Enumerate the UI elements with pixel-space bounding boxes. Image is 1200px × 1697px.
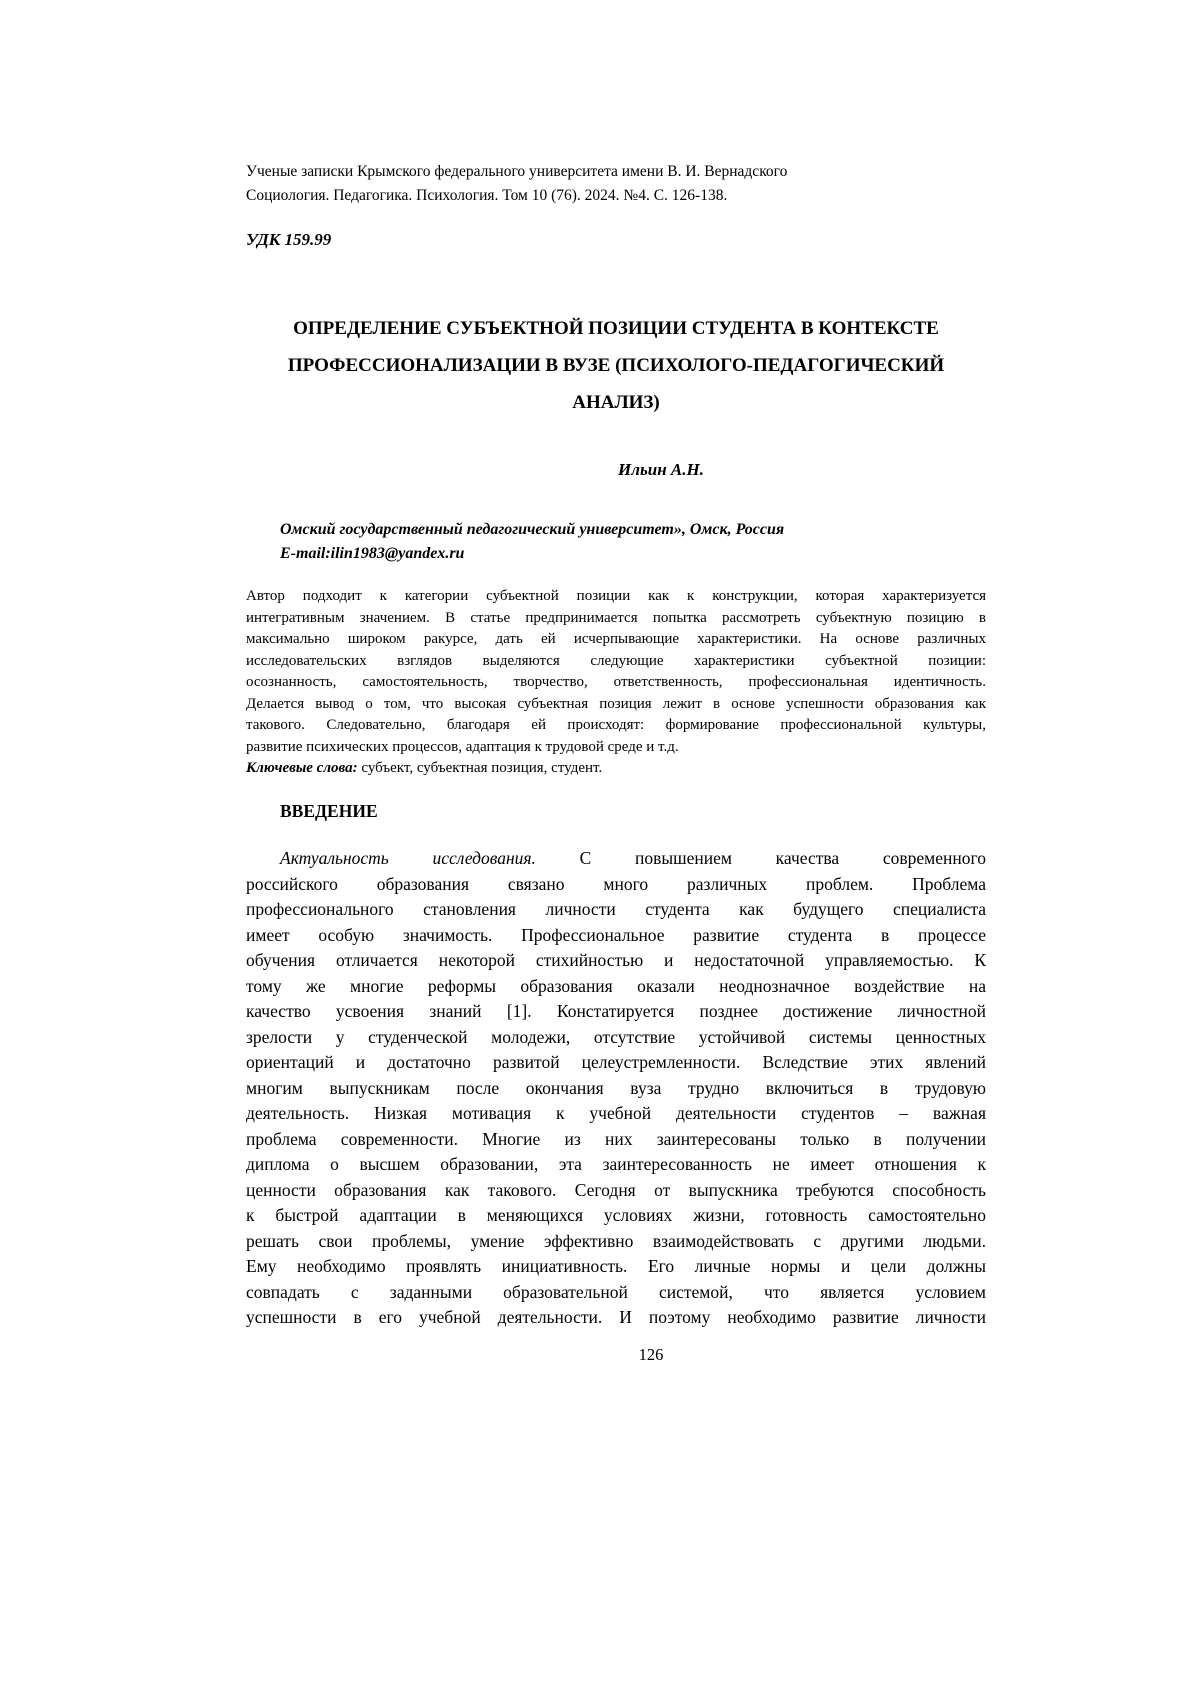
- text-line: качество усвоения знаний [1]. Констатируется позднее достижение личностной: [246, 1001, 986, 1021]
- affiliation-block: [246, 518, 986, 566]
- text-line: зрелости у студенческой молодежи, отсутствие устойчивой системы ценностных: [246, 1026, 986, 1047]
- title-line-2: ПРОФЕССИОНАЛИЗАЦИИ В ВУЗЕ (ПСИХОЛОГО-ПЕДАГОГИЧЕСКИЙ: [287, 355, 945, 376]
- text-line: ориентаций и достаточно развитой целеустремленности. Вследствие этих явлений: [246, 1052, 986, 1072]
- text-line: к быстрой адаптации в меняющихся условиях жизни, готовность самостоятельно: [246, 1205, 986, 1225]
- text-line: деятельность. Низкая мотивация к учебной деятельности студентов – важная: [246, 1103, 986, 1123]
- abstract-block: [246, 586, 986, 780]
- page-number: 126: [638, 1344, 664, 1364]
- abstract-last-line: развитие психических процессов, адаптация к трудовой среде и т.д.: [246, 738, 679, 755]
- text-line: российского образования связано много различных проблем. Проблема: [246, 873, 986, 894]
- journal-header: [246, 160, 986, 208]
- text-line: решать свои проблемы, умение эффективно взаимодействовать с другими людьми.: [246, 1230, 986, 1251]
- text-line: ценности образования как такового. Сегодня от выпускника требуются способность: [246, 1179, 986, 1200]
- article-title: [246, 310, 986, 421]
- text-line: многим выпускникам после окончания вуза трудно включиться в трудовую: [246, 1077, 986, 1098]
- affiliation-line: Омский государственный педагогический университет», Омск, Россия: [280, 521, 785, 538]
- lead-phrase: Актуальность исследования.: [280, 848, 536, 868]
- text-line: исследовательских взглядов выделяются следующие характеристики субъектной позиции:: [246, 652, 986, 669]
- text-line: успешности в его учебной деятельности. И поэтому необходимо развитие личности: [246, 1307, 986, 1327]
- text-line: такового. Следовательно, благодаря ей происходят: формирование профессиональной культуры,: [246, 717, 986, 733]
- title-line-1: ОПРЕДЕЛЕНИЕ СУБЪЕКТНОЙ ПОЗИЦИИ СТУДЕНТА В КОНТЕКСТЕ: [293, 318, 939, 339]
- document-page: [246, 0, 986, 1367]
- udc-label: УДК 159.99: [246, 230, 332, 249]
- journal-header-line-2: Социология. Педагогика. Психология. Том 10 (76). 2024. №4. С. 126-138.: [246, 187, 728, 204]
- email-line: E-mail:ilin1983@yandex.ru: [280, 545, 465, 562]
- text-line: проблема современности. Многие из них заинтересованы только в получении: [246, 1128, 986, 1149]
- text-line: Автор подходит к категории субъектной позиции как к конструкции, которая характеризуется: [246, 588, 986, 604]
- author-name: Ильин А.Н.: [618, 460, 704, 479]
- text-line: максимально широком ракурсе, дать ей исчерпывающие характеристики. На основе различных: [246, 631, 986, 647]
- section-heading-introduction: ВВЕДЕНИЕ: [280, 800, 378, 821]
- text-line: обучения отличается некоторой стихийностью и недостаточной управляемостью. К: [246, 950, 986, 970]
- text-line: интегративным значением. В статье предпринимается попытка рассмотреть субъектную позицию в: [246, 609, 986, 626]
- lead-rest: С повышением качества современного: [535, 848, 986, 868]
- text-line: профессионального становления личности студента как будущего специалиста: [246, 899, 986, 919]
- abstract-justified-lines: [246, 586, 986, 737]
- text-line: Ему необходимо проявлять инициативность. Его личные нормы и цели должны: [246, 1256, 986, 1276]
- text-line: осознанность, самостоятельность, творчество, ответственность, профессиональная идентичность.: [246, 674, 986, 690]
- paragraph-first-line: [246, 846, 986, 872]
- keywords-label: Ключевые слова:: [246, 760, 358, 776]
- text-line: имеет особую значимость. Профессиональное развитие студента в процессе: [246, 924, 986, 945]
- text-line: тому же многие реформы образования оказали неоднозначное воздействие на: [246, 975, 986, 996]
- journal-header-line-1: Ученые записки Крымского федерального университета имени В. И. Вернадского: [246, 163, 788, 180]
- keywords-line: [246, 758, 986, 780]
- text-line: диплома о высшем образовании, эта заинтересованность не имеет отношения к: [246, 1154, 986, 1174]
- text-line: совпадать с заданными образовательной системой, что является условием: [246, 1281, 986, 1302]
- paragraph-lines: [246, 872, 986, 1331]
- body-paragraph: [246, 846, 986, 1331]
- text-line: Делается вывод о том, что высокая субъектная позиция лежит в основе успешности образования как: [246, 695, 986, 712]
- keywords-text: субъект, субъектная позиция, студент.: [357, 760, 603, 776]
- title-line-3: АНАЛИЗ): [572, 392, 660, 413]
